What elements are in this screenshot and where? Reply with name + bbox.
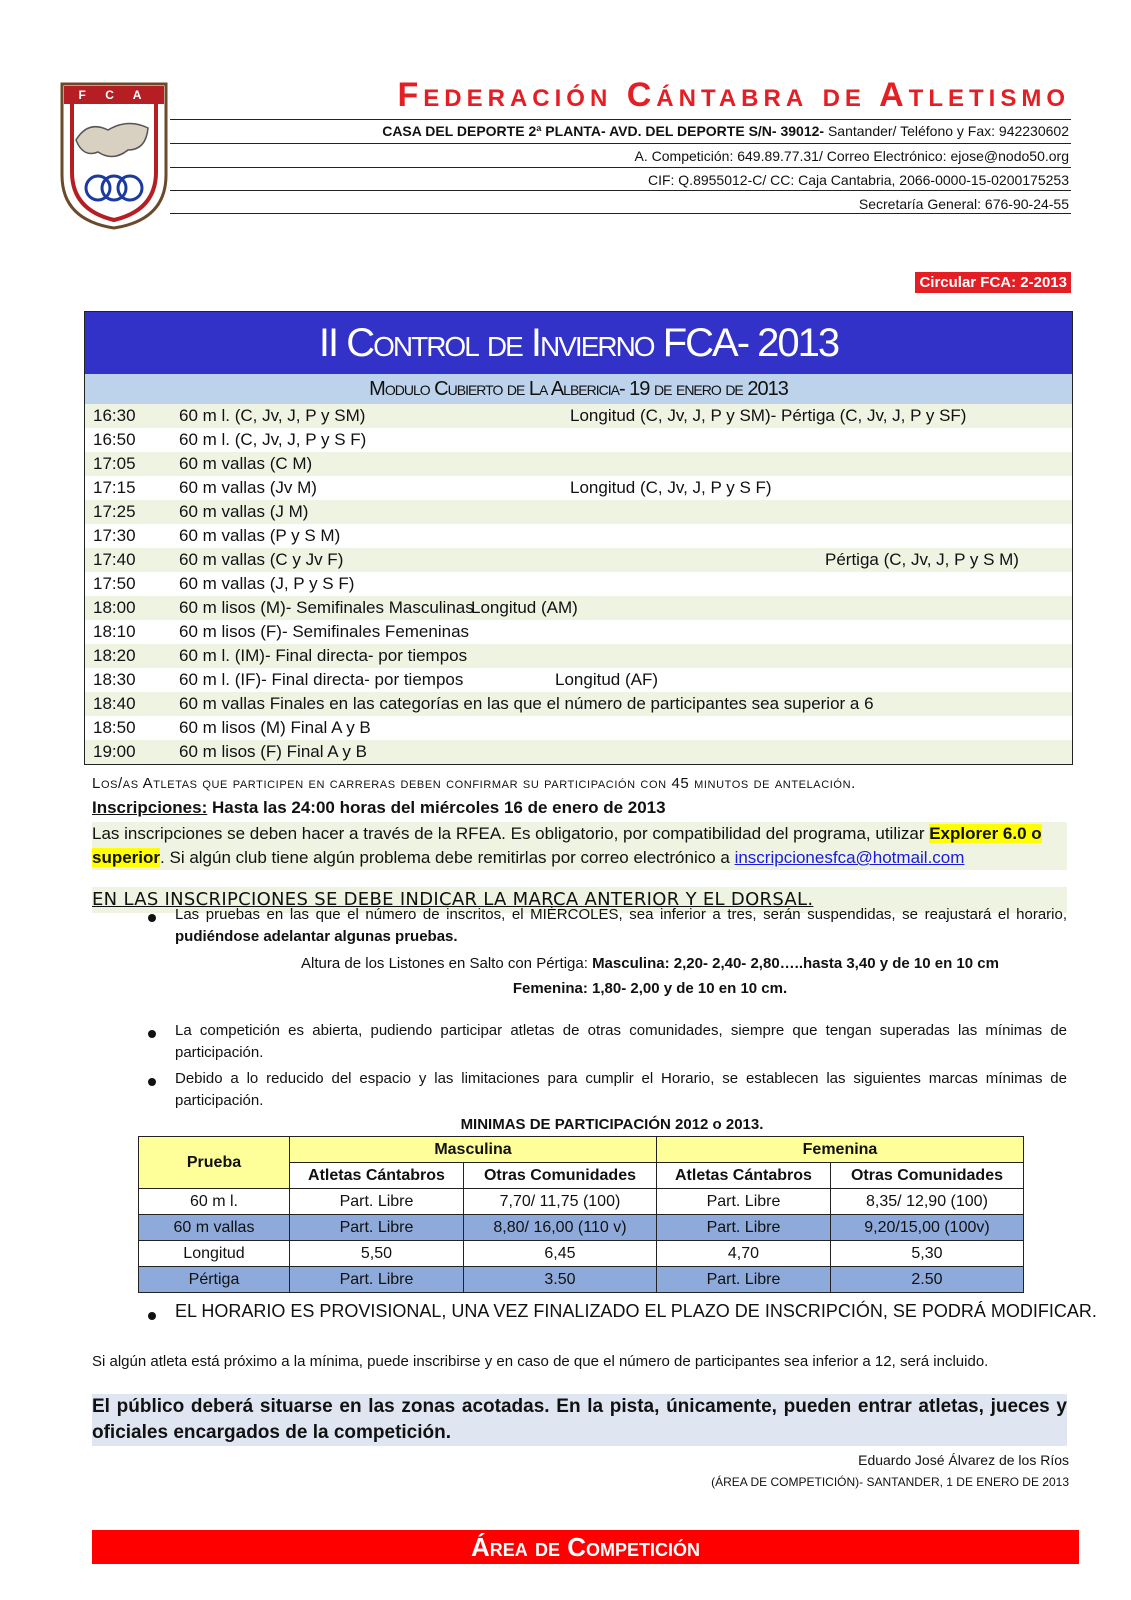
bullet-icon [148, 1030, 156, 1038]
bullet-minimas: Debido a lo reducido del espacio y las limitaciones para cumplir el Horario, se establecen las siguientes marcas mínimas de participación. [175, 1070, 1067, 1109]
inscripciones-text [92, 822, 1067, 870]
listones-m: Masculina: 2,20- 2,40- 2,80…..hasta 3,40 y de 10 en 10 cm [592, 955, 999, 972]
schedule-row [85, 644, 1072, 668]
bullet-icon [148, 914, 156, 922]
cell-prueba: Longitud [139, 1241, 290, 1267]
confirmation-notice: Los/as Atletas que participen en carreras deben confirmar su participación con 45 minutos de antelación. [92, 775, 856, 792]
bullet-icon [148, 1078, 156, 1086]
cell-fem-otras: 2.50 [830, 1267, 1023, 1293]
row-event: 60 m vallas (J, P y S F) [179, 574, 355, 593]
row-time: 17:40 [93, 550, 136, 569]
cell-fem-cant: Part. Libre [656, 1267, 830, 1293]
header-femenina: Femenina [656, 1137, 1023, 1163]
schedule-row [85, 428, 1072, 452]
cell-masc-otras: 3.50 [463, 1267, 656, 1293]
b1-bold: pudiéndose adelantar algunas pruebas. [175, 928, 458, 945]
row-time: 18:50 [93, 718, 136, 737]
cell-fem-otras: 5,30 [830, 1241, 1023, 1267]
sub-otras: Otras Comunidades [463, 1163, 656, 1189]
signature-name: Eduardo José Álvarez de los Ríos [858, 1452, 1069, 1468]
cell-masc-otras: 6,45 [463, 1241, 656, 1267]
row-event: 60 m vallas (C M) [179, 454, 313, 473]
inscripciones-heading [92, 798, 666, 818]
cell-prueba: 60 m l. [139, 1189, 290, 1215]
bullet-provisional: EL HORARIO ES PROVISIONAL, UNA VEZ FINALIZADO EL PLAZO DE INSCRIPCIÓN, SE PODRÁ MODIFICAR. [175, 1301, 1097, 1321]
sub-otras: Otras Comunidades [830, 1163, 1023, 1189]
signature-place-date: (ÁREA DE COMPETICIÓN)- SANTANDER, 1 DE ENERO DE 2013 [711, 1475, 1069, 1489]
row-time: 16:30 [93, 406, 136, 425]
row-time: 17:05 [93, 454, 136, 473]
cell-fem-cant: 4,70 [656, 1241, 830, 1267]
header-masculina: Masculina [290, 1137, 657, 1163]
schedule-subtitle: Modulo Cubierto de La Albericia- 19 de enero de 2013 [85, 374, 1072, 404]
schedule-row [85, 476, 1072, 500]
row-event: 60 m l. (C, Jv, J, P y SM) [179, 406, 366, 425]
row-time: 18:10 [93, 622, 136, 641]
row-time: 17:15 [93, 478, 136, 497]
b1-text: Las pruebas en las que el número de inscritos, el MIÉRCOLES, sea inferior a tres, serán suspendidas, se reajustará el horario, [175, 906, 1067, 923]
schedule-row [85, 500, 1072, 524]
schedule-row [85, 596, 1072, 620]
row-time: 19:00 [93, 742, 136, 761]
cell-masc-cant: 5,50 [290, 1241, 464, 1267]
cell-fem-otras: 8,35/ 12,90 (100) [830, 1189, 1023, 1215]
table-row [139, 1215, 1024, 1241]
address-bold: CASA DEL DEPORTE 2ª PLANTA- AVD. DEL DEPORTE S/N- 39012- [382, 123, 825, 139]
row-extra: Longitud (AM) [471, 598, 578, 617]
row-time: 17:25 [93, 502, 136, 521]
table-row [139, 1267, 1024, 1293]
cell-fem-cant: Part. Libre [656, 1189, 830, 1215]
schedule-row [85, 572, 1072, 596]
listones-label: Altura de los Listones en Salto con Pértiga: [301, 955, 593, 972]
cell-masc-otras: 8,80/ 16,00 (110 v) [463, 1215, 656, 1241]
schedule-row [85, 452, 1072, 476]
schedule-title: II Control de Invierno FCA- 2013 [85, 312, 1072, 374]
table-row [139, 1241, 1024, 1267]
schedule-row [85, 716, 1072, 740]
public-notice: El público deberá situarse en las zonas acotadas. En la pista, únicamente, pueden entrar atletas, jueces y oficiales encargados de la competición. [92, 1394, 1067, 1446]
bullet-icon [148, 1312, 156, 1320]
schedule-row [85, 548, 1072, 572]
header-rule [170, 143, 1071, 144]
bullet-open-competition: La competición es abierta, pudiendo participar atletas de otras comunidades, siempre que tengan superadas las mínimas de participación. [175, 1022, 1067, 1061]
cell-masc-cant: Part. Libre [290, 1267, 464, 1293]
inscripciones-deadline: Hasta las 24:00 horas del miércoles 16 de enero de 2013 [207, 798, 666, 817]
header-cif: CIF: Q.8955012-C/ CC: Caja Cantabria, 2066-0000-15-0200175253 [647, 172, 1069, 188]
header-competition: A. Competición: 649.89.77.31/ Correo Electrónico: ejose@nodo50.org [634, 148, 1069, 164]
header-rule [170, 213, 1071, 214]
row-event: 60 m lisos (M) Final A y B [179, 718, 371, 737]
row-time: 17:50 [93, 574, 136, 593]
minimas-table [138, 1136, 1024, 1293]
schedule-rows [85, 404, 1072, 764]
row-extra: Longitud (AF) [555, 670, 658, 689]
schedule-row [85, 620, 1072, 644]
sub-cantabros: Atletas Cántabros [656, 1163, 830, 1189]
row-event: 60 m l. (IM)- Final directa- por tiempos [179, 646, 468, 665]
sub-cantabros: Atletas Cántabros [290, 1163, 464, 1189]
row-time: 16:50 [93, 430, 136, 449]
listones-masculina [200, 955, 1100, 972]
marca-dorsal-notice: EN LAS INSCRIPCIONES SE DEBE INDICAR LA MARCA ANTERIOR Y EL DORSAL. [92, 887, 1067, 913]
bullet-suspension [175, 904, 1067, 948]
insc-text-2: . Si algún club tiene algún problema debe remitirlas por correo electrónico a [160, 848, 735, 867]
cell-fem-otras: 9,20/15,00 (100v) [830, 1215, 1023, 1241]
schedule-row [85, 524, 1072, 548]
organization-title: Federación Cántabra de Atletismo [397, 76, 1070, 114]
listones-femenina: Femenina: 1,80- 2,00 y de 10 en 10 cm. [512, 980, 788, 997]
header-rule [170, 190, 1071, 191]
row-event: 60 m vallas (J M) [179, 502, 309, 521]
logo-letters: F C A [78, 88, 150, 102]
schedule-row [85, 692, 1072, 716]
row-event: 60 m vallas (Jv M) [179, 478, 317, 497]
header-secretaria: Secretaría General: 676-90-24-55 [858, 196, 1069, 212]
row-time: 17:30 [93, 526, 136, 545]
schedule-row [85, 404, 1072, 428]
minimas-title: MINIMAS DE PARTICIPACIÓN 2012 o 2013. [460, 1116, 764, 1133]
row-time: 18:30 [93, 670, 136, 689]
cell-masc-otras: 7,70/ 11,75 (100) [463, 1189, 656, 1215]
cell-masc-cant: Part. Libre [290, 1215, 464, 1241]
cell-masc-cant: Part. Libre [290, 1189, 464, 1215]
row-time: 18:00 [93, 598, 136, 617]
row-event: 60 m l. (IF)- Final directa- por tiempos [179, 670, 464, 689]
browser-requirement: Explorer 6.0 o superior [92, 824, 1042, 867]
row-time: 18:20 [93, 646, 136, 665]
row-event: 60 m vallas Finales en las categorías en las que el número de participantes sea superior a 6 [179, 694, 874, 713]
header-address [382, 123, 1069, 139]
row-event: 60 m lisos (F) Final A y B [179, 742, 367, 761]
header-rule [170, 119, 1071, 120]
table-row [139, 1189, 1024, 1215]
header-prueba: Prueba [139, 1137, 290, 1189]
cell-fem-cant: Part. Libre [656, 1215, 830, 1241]
row-event: 60 m lisos (F)- Semifinales Femeninas [179, 622, 470, 641]
row-event: 60 m vallas (C y Jv F) [179, 550, 344, 569]
schedule-box [84, 311, 1073, 765]
schedule-row [85, 740, 1072, 764]
row-event: 60 m l. (C, Jv, J, P y S F) [179, 430, 367, 449]
footer-banner: Área de Competición [92, 1530, 1079, 1564]
row-extra: Longitud (C, Jv, J, P y S F) [570, 478, 772, 497]
row-time: 18:40 [93, 694, 136, 713]
address-rest: Santander/ Teléfono y Fax: 942230602 [824, 123, 1069, 139]
row-event: 60 m vallas (P y S M) [179, 526, 341, 545]
row-extra: Longitud (C, Jv, J, P y SM)- Pértiga (C, Jv, J, P y SF) [570, 406, 967, 425]
row-event: 60 m lisos (M)- Semifinales Masculinas [179, 598, 474, 617]
inscripciones-email-link[interactable]: inscripcionesfca@hotmail.com [734, 848, 965, 867]
inscripciones-label: Inscripciones: [92, 798, 208, 817]
schedule-row [85, 668, 1072, 692]
proximo-note: Si algún atleta está próximo a la mínima, puede inscribirse y en caso de que el número de participantes sea inferior a 12, será incluido. [92, 1353, 989, 1370]
row-extra: Pértiga (C, Jv, J, P y S M) [825, 550, 1019, 569]
insc-text-1: Las inscripciones se deben hacer a través de la RFEA. Es obligatorio, por compatibilidad del programa, utilizar [92, 824, 930, 843]
header-rule [170, 167, 1071, 168]
cell-prueba: Pértiga [139, 1267, 290, 1293]
cell-prueba: 60 m vallas [139, 1215, 290, 1241]
circular-badge: Circular FCA: 2-2013 [915, 272, 1071, 293]
fca-logo [58, 80, 170, 230]
